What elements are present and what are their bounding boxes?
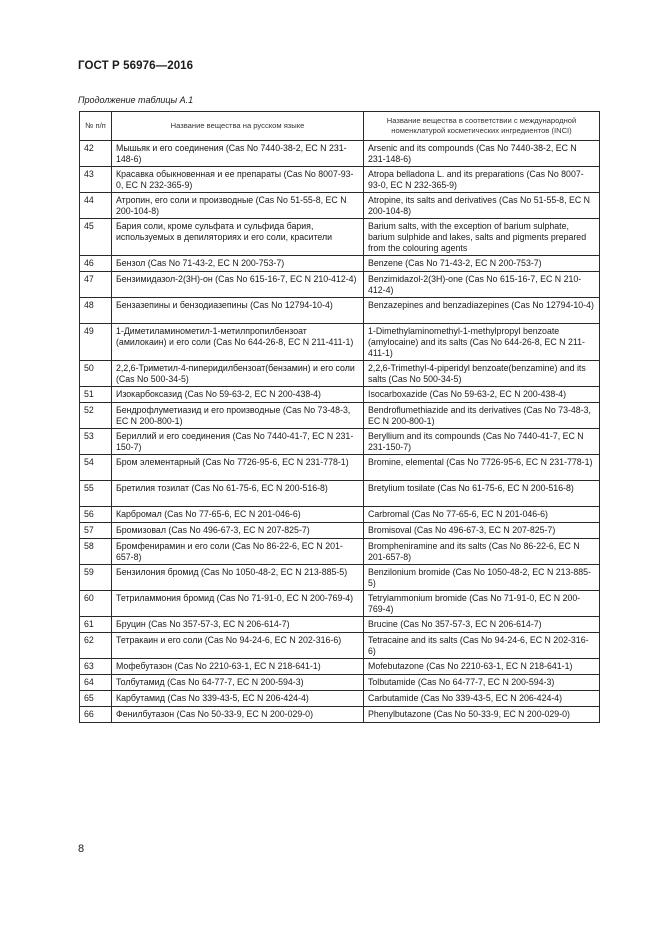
- table-row: [80, 256, 600, 272]
- inci-name-cell: Bretylium tosilate (Cas No 61-75-6, EC N 200-516-8): [364, 481, 600, 507]
- inci-name-cell: Bendroflumethiazide and its derivatives (Cas No 73-48-3, EC N 200-800-1): [364, 403, 600, 429]
- row-number: 46: [80, 256, 112, 272]
- inci-name-cell: Phenylbutazone (Cas No 50-33-9, EC N 200-029-0): [364, 707, 600, 723]
- russian-name-cell: Изокарбоксазид (Cas No 59-63-2, ЕС N 200-438-4): [112, 387, 364, 403]
- row-number: 65: [80, 691, 112, 707]
- russian-name-cell: Бензимидазол-2(3Н)-он (Cas No 615-16-7, ЕС N 210-412-4): [112, 272, 364, 298]
- russian-name-cell: Красавка обыкновенная и ее препараты (Cas No 8007-93-0, ЕС N 232-365-9): [112, 167, 364, 193]
- russian-name-cell: Бензол (Cas No 71-43-2, ЕС N 200-753-7): [112, 256, 364, 272]
- inci-name-cell: Benzimidazol-2(3H)-one (Cas No 615-16-7, EC N 210-412-4): [364, 272, 600, 298]
- row-number: 60: [80, 591, 112, 617]
- inci-name-cell: Isocarboxazide (Cas No 59-63-2, EC N 200-438-4): [364, 387, 600, 403]
- row-number: 43: [80, 167, 112, 193]
- inci-name-cell: Benzazepines and benzadiazepines (Cas No 12794-10-4): [364, 298, 600, 324]
- standard-title: ГОСТ Р 56976—2016: [78, 60, 194, 72]
- table-header-row: [80, 112, 600, 141]
- page-number: 8: [78, 843, 85, 855]
- substances-table: [79, 111, 600, 723]
- row-number: 51: [80, 387, 112, 403]
- inci-name-cell: Tolbutamide (Cas No 64-77-7, EC N 200-594-3): [364, 675, 600, 691]
- table-row: [80, 539, 600, 565]
- russian-name-cell: Мышьяк и его соединения (Cas No 7440-38-2, ЕС N 231-148-6): [112, 141, 364, 167]
- inci-name-cell: 2,2,6-Trimethyl-4-piperidyl benzoate(benzamine) and its salts (Cas No 500-34-5): [364, 361, 600, 387]
- inci-name-cell: Bromine, elemental (Cas No 7726-95-6, EC N 231-778-1): [364, 455, 600, 481]
- table-row: [80, 659, 600, 675]
- russian-name-cell: Карбутамид (Cas No 339-43-5, ЕС N 206-424-4): [112, 691, 364, 707]
- inci-name-cell: 1-Dimethylaminomethyl-1-methylpropyl benzoate (amylocaine) and its salts (Cas No 644-26-8, EC N 211-411-1): [364, 324, 600, 361]
- table-row: [80, 617, 600, 633]
- table-row: [80, 361, 600, 387]
- column-header-russian-name: Название вещества на русском языке: [112, 112, 364, 141]
- inci-name-cell: Tetracaine and its salts (Cas No 94-24-6, EC N 202-316-6): [364, 633, 600, 659]
- row-number: 47: [80, 272, 112, 298]
- table-row: [80, 565, 600, 591]
- inci-name-cell: Benzilonium bromide (Cas No 1050-48-2, EC N 213-885-5): [364, 565, 600, 591]
- table-row: [80, 324, 600, 361]
- inci-name-cell: Beryllium and its compounds (Cas No 7440-41-7, EC N 231-150-7): [364, 429, 600, 455]
- inci-name-cell: Brucine (Cas No 357-57-3, EC N 206-614-7): [364, 617, 600, 633]
- table-row: [80, 455, 600, 481]
- table-body: [80, 141, 600, 723]
- russian-name-cell: 2,2,6-Триметил-4-пиперидилбензоат(бензамин) и его соли (Cas No 500-34-5): [112, 361, 364, 387]
- row-number: 54: [80, 455, 112, 481]
- row-number: 42: [80, 141, 112, 167]
- row-number: 57: [80, 523, 112, 539]
- inci-name-cell: Tetrylammonium bromide (Cas No 71-91-0, EC N 200-769-4): [364, 591, 600, 617]
- table-row: [80, 591, 600, 617]
- russian-name-cell: Мофебутазон (Cas No 2210-63-1, ЕС N 218-641-1): [112, 659, 364, 675]
- table-row: [80, 507, 600, 523]
- table-row: [80, 633, 600, 659]
- table-row: [80, 272, 600, 298]
- inci-name-cell: Atropa belladona L. and its preparations (Cas No 8007-93-0, EC N 232-365-9): [364, 167, 600, 193]
- table-row: [80, 707, 600, 723]
- row-number: 63: [80, 659, 112, 675]
- russian-name-cell: Тетриламмония бромид (Cas No 71-91-0, ЕС N 200-769-4): [112, 591, 364, 617]
- row-number: 53: [80, 429, 112, 455]
- table-row: [80, 523, 600, 539]
- row-number: 62: [80, 633, 112, 659]
- russian-name-cell: Бромфенирамин и его соли (Cas No 86-22-6, ЕС N 201-657-8): [112, 539, 364, 565]
- row-number: 58: [80, 539, 112, 565]
- table-row: [80, 167, 600, 193]
- russian-name-cell: Бария соли, кроме сульфата и сульфида бария, используемых в депиляториях и его соли, красители: [112, 219, 364, 256]
- table-row: [80, 298, 600, 324]
- russian-name-cell: Толбутамид (Cas No 64-77-7, ЕС N 200-594-3): [112, 675, 364, 691]
- table-row: [80, 429, 600, 455]
- inci-name-cell: Brompheniramine and its salts (Cas No 86-22-6, EC N 201-657-8): [364, 539, 600, 565]
- table-row: [80, 675, 600, 691]
- inci-name-cell: Benzene (Cas No 71-43-2, EC N 200-753-7): [364, 256, 600, 272]
- russian-name-cell: Бретилия тозилат (Cas No 61-75-6, ЕС N 200-516-8): [112, 481, 364, 507]
- row-number: 61: [80, 617, 112, 633]
- table-caption: Продолжение таблицы А.1: [78, 95, 194, 105]
- row-number: 56: [80, 507, 112, 523]
- table-row: [80, 691, 600, 707]
- column-header-inci-name: Название вещества в соответствии с международной номенклатурой косметических ингредиентов (INCI): [364, 112, 600, 141]
- inci-name-cell: Carbromal (Cas No 77-65-6, EC N 201-046-6): [364, 507, 600, 523]
- russian-name-cell: Бендрофлуметиазид и его производные (Cas No 73-48-3, ЕС N 200-800-1): [112, 403, 364, 429]
- table-row: [80, 403, 600, 429]
- table-row: [80, 387, 600, 403]
- column-header-num: № п/п: [80, 112, 112, 141]
- russian-name-cell: Тетракаин и его соли (Cas No 94-24-6, ЕС N 202-316-6): [112, 633, 364, 659]
- row-number: 64: [80, 675, 112, 691]
- inci-name-cell: Barium salts, with the exception of barium sulphate, barium sulphide and lakes, salts and pigments prepared from the colouring agents: [364, 219, 600, 256]
- inci-name-cell: Bromisoval (Cas No 496-67-3, EC N 207-825-7): [364, 523, 600, 539]
- russian-name-cell: 1-Диметиламинометил-1-метилпропилбензоат (амилокаин) и его соли (Cas No 644-26-8, ЕС N 211-411-1): [112, 324, 364, 361]
- inci-name-cell: Mofebutazone (Cas No 2210-63-1, EC N 218-641-1): [364, 659, 600, 675]
- row-number: 59: [80, 565, 112, 591]
- russian-name-cell: Бруцин (Cas No 357-57-3, ЕС N 206-614-7): [112, 617, 364, 633]
- row-number: 49: [80, 324, 112, 361]
- table-row: [80, 193, 600, 219]
- row-number: 55: [80, 481, 112, 507]
- row-number: 50: [80, 361, 112, 387]
- row-number: 45: [80, 219, 112, 256]
- russian-name-cell: Бериллий и его соединения (Cas No 7440-41-7, ЕС N 231-150-7): [112, 429, 364, 455]
- russian-name-cell: Бромизовал (Cas No 496-67-3, ЕС N 207-825-7): [112, 523, 364, 539]
- inci-name-cell: Arsenic and its compounds (Cas No 7440-38-2, EC N 231-148-6): [364, 141, 600, 167]
- row-number: 52: [80, 403, 112, 429]
- russian-name-cell: Атропин, его соли и производные (Cas No 51-55-8, ЕС N 200-104-8): [112, 193, 364, 219]
- row-number: 66: [80, 707, 112, 723]
- table-row: [80, 219, 600, 256]
- russian-name-cell: Фенилбутазон (Cas No 50-33-9, ЕС N 200-029-0): [112, 707, 364, 723]
- row-number: 44: [80, 193, 112, 219]
- inci-name-cell: Atropine, its salts and derivatives (Cas No 51-55-8, EC N 200-104-8): [364, 193, 600, 219]
- russian-name-cell: Бензазепины и бензодиазепины (Cas No 12794-10-4): [112, 298, 364, 324]
- table-row: [80, 481, 600, 507]
- russian-name-cell: Бензилония бромид (Cas No 1050-48-2, ЕС N 213-885-5): [112, 565, 364, 591]
- row-number: 48: [80, 298, 112, 324]
- russian-name-cell: Бром элементарный (Cas No 7726-95-6, ЕС N 231-778-1): [112, 455, 364, 481]
- inci-name-cell: Carbutamide (Cas No 339-43-5, EC N 206-424-4): [364, 691, 600, 707]
- table-row: [80, 141, 600, 167]
- russian-name-cell: Карбромал (Cas No 77-65-6, ЕС N 201-046-6): [112, 507, 364, 523]
